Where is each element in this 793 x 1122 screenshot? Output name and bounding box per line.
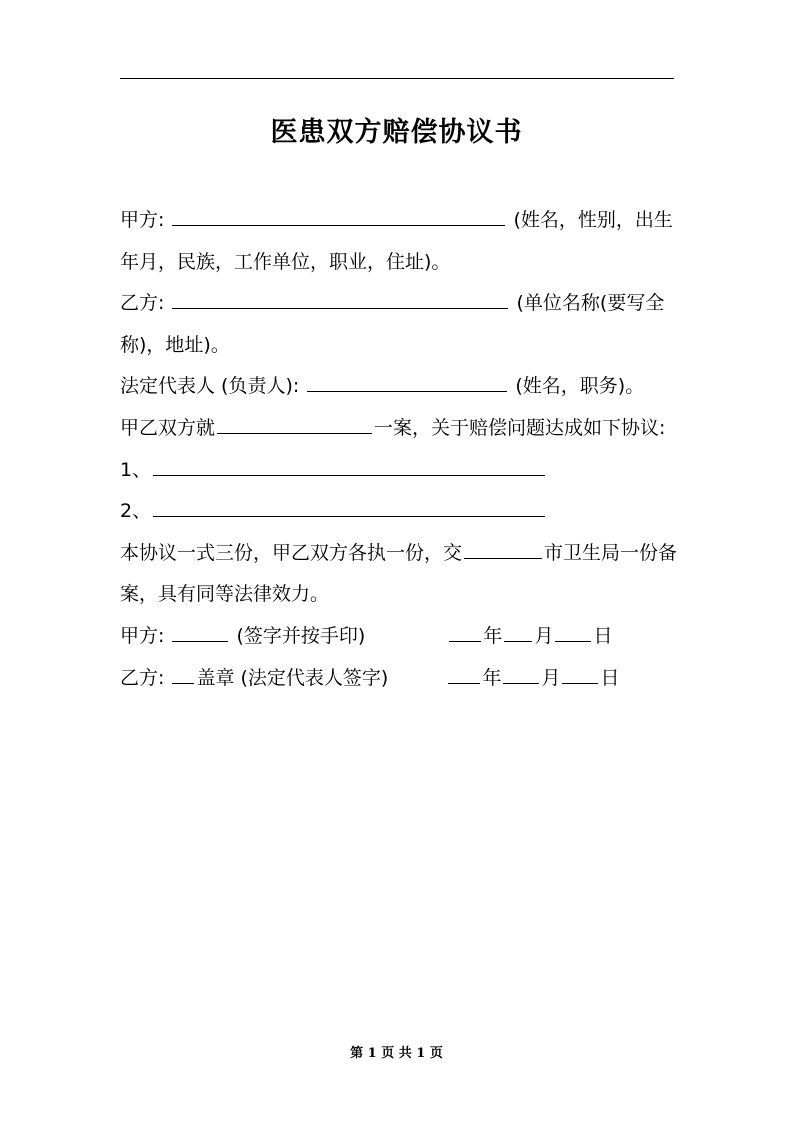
item-1-number: 1、: [120, 458, 152, 481]
party-a-label: 甲方:: [120, 209, 165, 231]
party-a-line: [120, 200, 680, 242]
document-title: 医患双方赔偿协议书: [270, 117, 523, 148]
case-blank[interactable]: [217, 413, 372, 434]
item-2-number: 2、: [120, 500, 152, 523]
item-2-line: [120, 491, 680, 533]
copies-cont: 案，具有同等法律效力。: [120, 583, 330, 606]
document-body: [120, 200, 680, 699]
sign-b-line: [120, 658, 680, 700]
sign-a-day: 日: [593, 624, 613, 647]
sign-a-line: [120, 616, 680, 658]
sign-a-year: 年: [483, 624, 503, 647]
copies-blank[interactable]: [464, 538, 542, 559]
sign-a-year-blank[interactable]: [449, 621, 481, 642]
sign-b-month: 月: [541, 666, 561, 689]
sign-b-label: 乙方:: [120, 666, 165, 689]
sign-a-day-blank[interactable]: [555, 621, 591, 642]
party-a-note-cont: 年月，民族，工作单位，职业，住址)。: [120, 250, 451, 273]
legal-rep-label: 法定代表人 (负责人):: [120, 375, 300, 398]
party-b-line-2: [120, 325, 680, 367]
page-number: 第 1 页 共 1 页: [350, 1046, 443, 1061]
sign-b-blank[interactable]: [172, 663, 194, 684]
party-a-blank[interactable]: [172, 205, 505, 226]
sign-b-day-blank[interactable]: [562, 663, 598, 684]
case-suffix: 一案，关于赔偿问题达成如下协议:: [374, 416, 666, 439]
sign-a-month: 月: [534, 624, 554, 647]
case-prefix: 甲乙双方就: [120, 416, 216, 439]
party-b-note-cont: 称)，地址)。: [120, 333, 230, 356]
case-line: [120, 408, 680, 450]
sign-a-blank[interactable]: [172, 621, 228, 642]
sign-a-note: (签字并按手印): [236, 624, 366, 647]
sign-b-seal: 盖章: [196, 666, 235, 689]
item-2-blank[interactable]: [153, 496, 545, 517]
party-b-note: (单位名称(要写全: [516, 292, 665, 315]
header-rule: [120, 78, 674, 79]
copies-line: [120, 533, 680, 575]
item-1-line: [120, 450, 680, 492]
legal-rep-line: [120, 366, 680, 408]
party-b-blank[interactable]: [172, 288, 508, 309]
sign-b-year: 年: [482, 666, 502, 689]
sign-b-year-blank[interactable]: [448, 663, 480, 684]
item-1-blank[interactable]: [153, 455, 545, 476]
party-b-label: 乙方:: [120, 292, 165, 315]
sign-b-note: (法定代表人签字): [240, 666, 389, 689]
party-a-line-2: [120, 242, 680, 284]
copies-prefix: 本协议一式三份，甲乙双方各执一份，交: [120, 541, 463, 564]
party-b-line: [120, 283, 680, 325]
sign-a-label: 甲方:: [120, 624, 165, 647]
sign-b-month-blank[interactable]: [503, 663, 539, 684]
copies-line-2: [120, 574, 680, 616]
copies-suffix: 市卫生局一份备: [544, 541, 678, 564]
party-a-note: (姓名，性别，出生: [513, 209, 673, 231]
legal-rep-note: (姓名，职务)。: [515, 375, 645, 398]
sign-b-day: 日: [600, 666, 620, 689]
sign-a-month-blank[interactable]: [504, 621, 532, 642]
legal-rep-blank[interactable]: [307, 371, 507, 392]
